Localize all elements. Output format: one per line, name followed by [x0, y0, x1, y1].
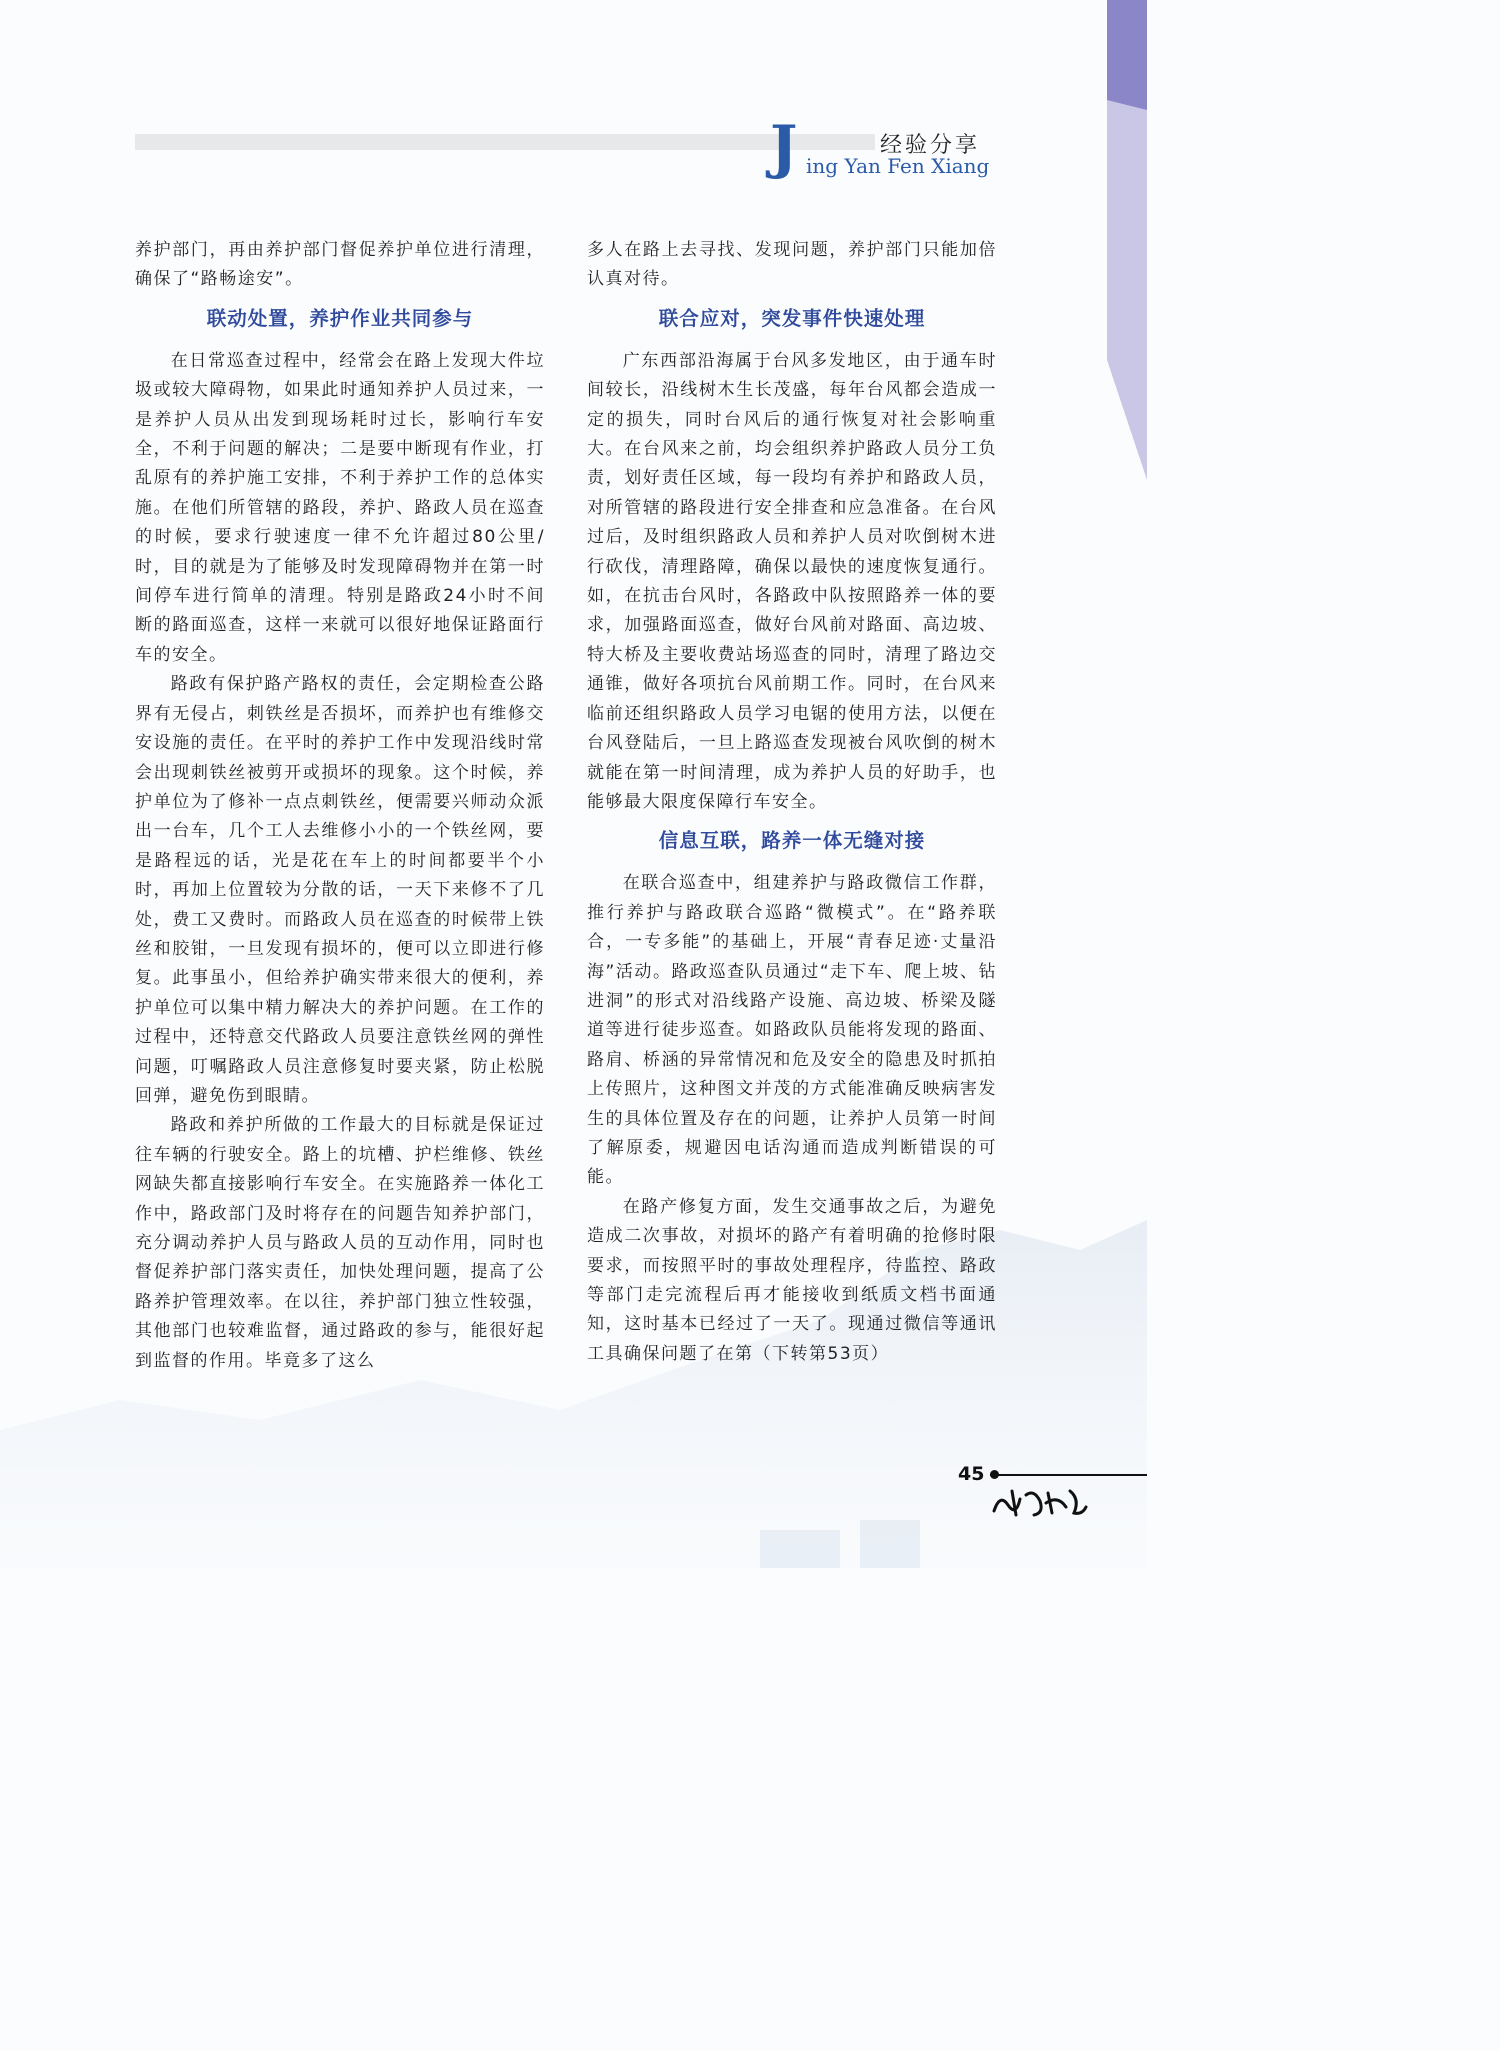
footer-rule — [990, 1474, 1147, 1476]
page-number: 45 — [958, 1463, 985, 1485]
right-column — [587, 236, 997, 1369]
section-heading: 信息互联，路养一体无缝对接 — [658, 829, 926, 853]
paragraph: 广东西部沿海属于台风多发地区，由于通车时间较长，沿线树木生长茂盛，每年台风都会造成一定的损失，同时台风后的通行恢复对社会影响重大。在台风来之前，均会组织养护路政人员分工负责，划好责任区域，每一段均有养护和路政人员，对所管辖的路段进行安全排查和应急准备。在台风过后，及时组织路政人员和养护人员对吹倒树木进行砍伐，清理路障，确保以最快的速度恢复通行。如，在抗击台风时，各路政中队按照路养一体的要求，加强路面巡查，做好台风前对路面、高边坡、特大桥及主要收费站场巡查的同时，清理了路边交通锥，做好各项抗台风前期工作。同时，在台风来临前还组织路政人员学习电锯的使用方法，以便在台风登陆后，一旦上路巡查发现被台风吹倒的树木就能在第一时间清理，成为养护人员的好助手，也能够最大限度保障行车安全。 — [587, 350, 997, 812]
corner-color-band — [1107, 0, 1147, 480]
section-heading: 联合应对，突发事件快速处理 — [658, 306, 926, 330]
paragraph: 多人在路上去寻找、发现问题，养护部门只能加倍认真对待。 — [587, 240, 997, 290]
paragraph: 路政有保护路产路权的责任，会定期检查公路界有无侵占，刺铁丝是否损坏，而养护也有维修交安设施的责任。在平时的养护工作中发现沿线时常会出现刺铁丝被剪开或损坏的现象。这个时候，养护单位为了修补一点点刺铁丝，便需要兴师动众派出一台车，几个工人去维修小小的一个铁丝网，要是路程远的话，光是花在车上的时间都要半个小时，再加上位置较为分散的话，一天下来修不了几处，费工又费时。而路政人员在巡查的时候带上铁丝和胶钳，一旦发现有损坏的，便可以立即进行修复。此事虽小，但给养护确实带来很大的便利，养护单位可以集中精力解决大的养护问题。在工作的过程中，还特意交代路政人员要注意铁丝网的弹性问题，叮嘱路政人员注意修复时要夹紧，防止松脱回弹，避免伤到眼睛。 — [135, 674, 545, 1106]
paragraph: 在联合巡查中，组建养护与路政微信工作群，推行养护与路政联合巡路“微模式”。在“路养联合，一专多能”的基础上，开展“青春足迹·丈量沿海”活动。路政巡查队员通过“走下车、爬上坡、钻进洞”的形式对沿线路产设施、高边坡、桥梁及隧道等进行徒步巡查。如路政队员能将发现的路面、路肩、桥涵的异常情况和危及安全的隐患及时抓拍上传照片，这种图文并茂的方式能准确反映病害发生的具体位置及存在的问题，让养护人员第一时间了解原委，规避因电话沟通而造成判断错误的可能。 — [587, 873, 997, 1188]
header-initial: J — [770, 113, 798, 181]
paragraph: 养护部门，再由养护部门督促养护单位进行清理，确保了“路畅途安”。 — [135, 240, 545, 290]
section-title-cn: 经验分享 — [880, 133, 981, 158]
header-bar — [135, 134, 875, 150]
paragraph: 在路产修复方面，发生交通事故之后，为避免造成二次事故，对损坏的路产有着明确的抢修时限要求，而按照平时的事故处理程序，待监控、路政等部门走完流程后再才能接收到纸质文档书面通知，这时基本已经过了一天了。现通过微信等通讯工具确保问题了在第（下转第53页） — [587, 1196, 997, 1364]
paragraph: 路政和养护所做的工作最大的目标就是保证过往车辆的行驶安全。路上的坑槽、护栏维修、铁丝网缺失都直接影响行车安全。在实施路养一体化工作中，路政部门及时将存在的问题告知养护部门，充分调动养护人员与路政人员的互动作用，同时也督促养护部门落实责任，加快处理问题，提高了公路养护管理效率。在以往，养护部门独立性较强，其他部门也较难监督，通过路政的参与，能很好起到监督的作用。毕竟多了这么 — [135, 1115, 545, 1371]
left-column — [135, 236, 545, 1376]
magazine-logo — [990, 1485, 1090, 1521]
section-heading: 联动处置，养护作业共同参与 — [206, 306, 474, 330]
section-title-en: ing Yan Fen Xiang — [806, 154, 990, 178]
paragraph: 在日常巡查过程中，经常会在路上发现大件垃圾或较大障碍物，如果此时通知养护人员过来，一是养护人员从出发到现场耗时过长，影响行车安全，不利于问题的解决；二是要中断现有作业，打乱原有的养护施工安排，不利于养护工作的总体实施。在他们所管辖的路段，养护、路政人员在巡查的时候，要求行驶速度一律不允许超过80公里/时，目的就是为了能够及时发现障碍物并在第一时间停车进行简单的清理。特别是路政24小时不间断的路面巡查，这样一来就可以很好地保证路面行车的安全。 — [135, 350, 545, 665]
